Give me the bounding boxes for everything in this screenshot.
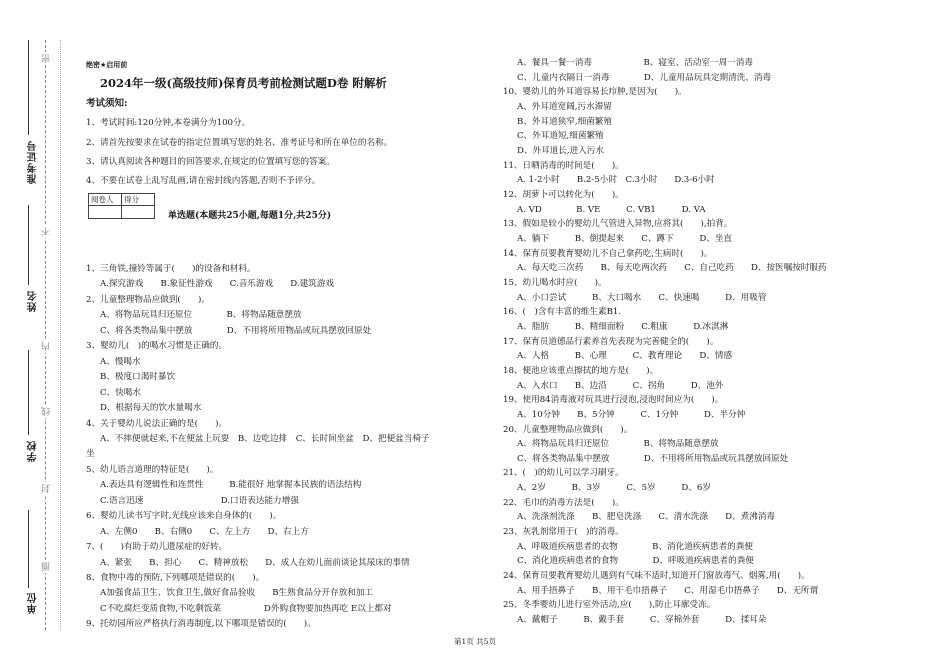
answer-options: A、入水口 B、边沿 C、拐角 D、池外 — [517, 380, 724, 391]
answer-options: A、慢喝水 — [100, 356, 141, 367]
score-label: 得分 — [122, 194, 155, 206]
question-stem: 2、儿童整理物品应做到( )。 — [86, 294, 210, 305]
answer-options: C.语言迅速 D.口语表达能力增强 — [100, 495, 299, 506]
answer-options: A、左侧0 B、右侧0 C、左上方 D、右上方 — [100, 526, 309, 537]
binding-margin — [0, 0, 72, 671]
answer-options: A加强食品卫生、饮食卫生,做好食品验收 B生熟食品分开存放和加工 — [100, 588, 374, 599]
answer-options: A、将物品玩具归还原位 B、将物品随意摆放 — [100, 310, 302, 321]
answer-options: D、外耳道长,进入污水 — [517, 145, 604, 156]
answer-options: C、儿童内衣隔日一消毒 D、儿童用品玩具定期清洗、消毒 — [517, 72, 772, 83]
name-underline — [28, 205, 29, 285]
answer-options: A、呼吸道疾病患者的衣物 B、消化道疾病患者的粪便 — [517, 541, 753, 552]
seal-line — [45, 40, 46, 630]
question-stem: 13、假如是较小的婴幼儿气管进入异物,应将其( ),拍背。 — [503, 219, 733, 230]
question-stem: 24、保育员要教育婴幼儿遇到有气味不适时,知道开门窗放毒气、烟雾,用( )。 — [503, 571, 810, 582]
question-stem: 18、便池应该重点擦拭的地方是( )。 — [503, 365, 659, 376]
secret-label: 绝密★启用前 — [86, 61, 128, 69]
cut-mark-2: 内 — [42, 342, 52, 351]
answer-options: C不吃腐烂变质食物,不吃剩饭菜 D外购食物要加热再吃 E以上都对 — [100, 603, 392, 614]
question-stem: 15、幼儿喝水时应( )。 — [503, 277, 607, 288]
exam-id-underline — [28, 40, 29, 135]
answer-options: A、用手捂鼻子 B、用干毛巾捂鼻子 C、用湿毛巾捂鼻子 D、无所谓 — [517, 585, 818, 596]
question-stem: 16、( )含有丰富的维生素B1. — [503, 307, 622, 318]
notice-item: 1、考试时间:120分钟,本卷满分为100分。 — [86, 118, 251, 128]
notice-item: 2、请首先按要求在试卷的指定位置填写您的姓名、准考证号和所在单位的名称。 — [86, 138, 393, 148]
question-stem: 8、食物中毒的预防,下列哪项是错误的( )。 — [86, 573, 265, 583]
answer-options: A、人格 B、心理 C、教育理论 D、情感 — [517, 351, 733, 362]
question-stem: 11、日晒消毒的时间是( )。 — [503, 160, 624, 171]
question-stem: 14、保育员要教育婴幼儿不自己拿药吃,生病时( )。 — [503, 248, 713, 259]
answer-options: C、外耳道短,细菌繁殖 — [517, 131, 604, 142]
question-stem: 17、保育员道德品行素养首先表现为完善健全的( )。 — [503, 336, 719, 347]
answer-options: A、餐具一餐一消毒 B、寝室、活动室一周一消毒 — [517, 58, 753, 68]
question-stem: 6、婴幼儿读书写字时,光线应该来自身体的( )。 — [86, 511, 282, 522]
answer-options: C、将各类物品集中摆放 D、不用将所用物品或玩具摆放回原处 — [517, 453, 789, 464]
notice-item: 3、请认真阅读各种题目的回答要求,在规定的位置填写您的答案。 — [86, 157, 335, 167]
grader-field[interactable] — [89, 206, 122, 219]
seal-line-inner — [60, 40, 61, 630]
answer-options: A、2岁 B、3岁 C、5岁 D、6岁 — [517, 483, 711, 494]
exam-title: 2024年一级(高级技师)保育员考前检测试题D卷 附解析 — [100, 76, 387, 90]
question-stem: 19、使用84消毒液对玩具进行浸泡,浸泡时间应为( )。 — [503, 395, 724, 406]
cut-mark-4: 封 — [42, 484, 52, 493]
answer-options: C、消化道疾病患者的食物 D、呼吸道疾病患者的粪便 — [517, 556, 754, 567]
section-title: 单选题(本题共25小题,每题1分,共25分) — [168, 211, 332, 221]
question-stem: 9、托幼园所应严格执行消毒制度,以下哪项是错误的( )。 — [86, 619, 316, 630]
answer-options: C、快喝水 — [100, 387, 141, 398]
grader-label: 阅卷人 — [89, 194, 122, 206]
answer-options: A.探究游戏 B.象征性游戏 C.音乐游戏 D.建筑游戏 — [100, 279, 334, 290]
question-stem: 21、( )的幼儿可以学习刷牙。 — [503, 468, 624, 479]
school-underline — [28, 350, 29, 435]
cut-mark-top: 密 — [42, 54, 52, 63]
question-stem: 23、灰乳剂常用于( )的消毒。 — [503, 527, 624, 538]
question-stem: 10、婴幼儿的外耳道容易长疖肿,是因为( )。 — [503, 87, 687, 98]
question-stem: 20、儿童整理物品应做到( )。 — [503, 424, 633, 435]
question-stem: 22、毛巾的消毒方法是( )。 — [503, 497, 624, 508]
name-label: 姓名 — [28, 290, 39, 312]
cut-mark-3: 线 — [42, 407, 52, 416]
question-stem: 4、关于婴幼儿说法正确的是( )。 — [86, 418, 228, 429]
question-stem: 5、幼儿语言道理的特征是( )。 — [86, 464, 219, 475]
notice-item: 4、不要在试卷上乱写乱画,请在密封线内答题,否则不予评分。 — [86, 176, 321, 186]
answer-options: A、紧张 B、担心 C、精神放松 D、成人在幼儿面前谈论其尿床的事情 — [100, 557, 410, 568]
answer-options: A.表达具有逻辑性和连贯性 B.能很好 地掌握本民族的语法结构 — [100, 480, 362, 491]
unit-label: 单位 — [28, 592, 39, 614]
score-box — [88, 193, 155, 219]
question-stem: 12、胡萝卜可以转化为( )。 — [503, 189, 624, 200]
cut-mark-5: 圈 — [42, 562, 52, 571]
answer-options: A. VD B. VE C. VB1 D. VA — [517, 204, 706, 215]
answer-options: A、脂肪 B、精细面粉 C.粗康 D.冰淇淋 — [517, 321, 729, 332]
answer-options: A、小口尝试 B、大口喝水 C、快速喝 D、用吸管 — [517, 292, 767, 303]
answer-options: A、洗涤剂洗涤 B、肥皂洗涤 C、清水洗涤 D、煮沸消毒 — [517, 512, 776, 523]
school-label: 学校 — [28, 440, 39, 462]
answer-options: A、10分钟 B、5分钟 C、1分钟 D、半分钟 — [517, 409, 746, 420]
question-stem: 1、三角铁,撞铃等属于( )的设备和材料。 — [86, 264, 256, 274]
answer-options: A、将物品玩具归还原位 B、将物品随意摆放 — [517, 439, 719, 450]
answer-options: A、每天吃三次药 B、每天吃两次药 C、自己吃药 D、按医嘱按时服药 — [517, 263, 827, 274]
answer-options: A、外耳道宽阔,污水滞留 — [517, 101, 612, 112]
answer-options: B、外耳道狭窄,细菌繁殖 — [517, 116, 612, 127]
cut-mark-1: 不 — [42, 227, 52, 236]
question-stem: 7、( )有助于幼儿遗尿症的好转。 — [86, 542, 228, 553]
answer-options: B、极度口渴时暴饮 — [100, 372, 176, 383]
answer-options: 坐 — [86, 449, 95, 460]
answer-options: A、戴帽子 B、戴手套 C、穿棉外套 D、揉耳朵 — [517, 615, 767, 626]
page-footer: 第1页 共5页 — [454, 637, 496, 646]
answer-options: A. 1-2小时 B.2-5小时 C.3小时 D.3-6小时 — [517, 175, 715, 186]
question-stem: 25、冬季婴幼儿进行室外活动,应( ),防止耳廓受冻。 — [503, 600, 716, 611]
answer-options: A、不摔便就起来,不在便盆上玩耍 B、边吃边排 C、长时间坐盆 D、把便盆当椅子 — [100, 433, 430, 444]
answer-options: D、根据每天的饮水量喝水 — [100, 403, 202, 414]
unit-underline — [28, 510, 29, 588]
question-stem: 3、婴幼儿( )的喝水习惯是正确的。 — [86, 341, 228, 352]
score-field[interactable] — [122, 206, 155, 219]
exam-id-label: 准考证号 — [28, 140, 39, 184]
notice-heading: 考试须知: — [86, 98, 128, 109]
answer-options: C、将各类物品集中摆放 D、不用将所用物品或玩具摆放回原处 — [100, 325, 372, 336]
answer-options: A、躺下 B、倒提起来 C、蹲下 D、坐直 — [517, 233, 733, 244]
